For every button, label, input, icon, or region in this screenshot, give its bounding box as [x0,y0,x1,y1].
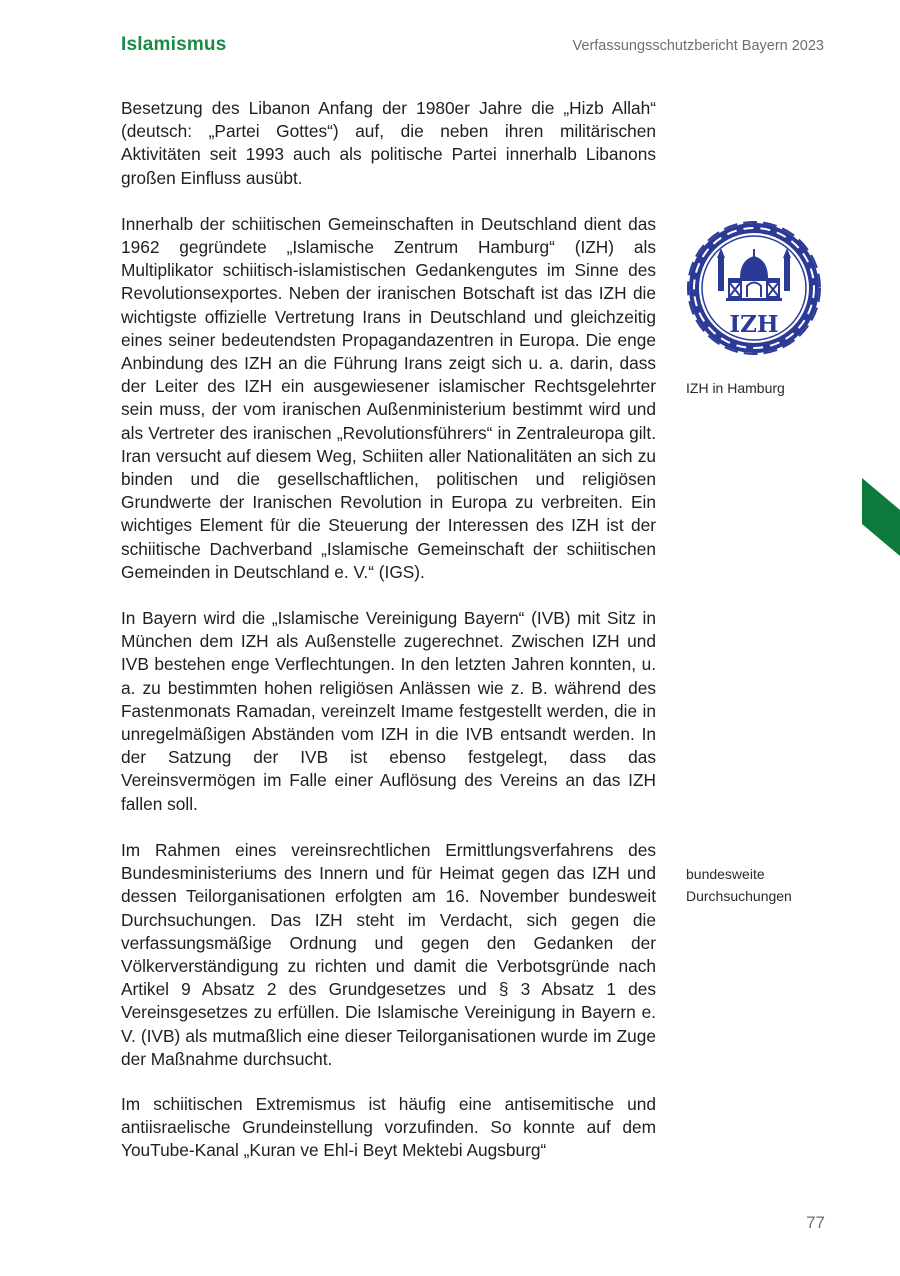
body-text [121,97,656,1163]
logo-caption: IZH in Hamburg [686,380,785,396]
paragraph: Im schiitischen Extremismus ist häufig eine antisemitische und antiisraelische Grundeinstellung vorzufinden. So konnte auf dem YouTube-Kanal „Kuran ve Ehl-i Beyt Mektebi Augsburg“ [121,1093,656,1161]
section-title: Islamismus [121,34,227,55]
paragraph: Innerhalb der schiitischen Gemeinschaften in Deutschland dient das 1962 gegründete „Islamische Zentrum Hamburg“ (IZH) als Multiplikator schiitisch-islamistischen Gedankengutes im Sinne des Revolutionsexportes. Neben der iranischen Botschaft ist das IZH die wichtigste offizielle Vertretung Irans in Deutschland und gleichzeitig eines seiner bedeutendsten Propagandazentren in Europa. Die enge Anbindung des IZH an die Führung Irans zeigt sich u. a. darin, dass der Leiter des IZH ein ausgewiesener islamischer Rechtsgelehrter sein muss, der vom iranischen Außenministerium bestimmt wird und als Vertreter des iranischen „Revolutionsführers“ in Zentraleuropa gilt. Iran versucht auf diesem Weg, Schiiten aller Nationalitäten an sich zu binden und die gesellschaftlichen, politischen und religiösen Grundwerte der Iranischen Revolution in Europa zu verbreiten. Ein wichtiges Element für die Steuerung der Interessen des IZH ist der schiitische Dachverband „Islamische Gemeinschaft der schiitischen Gemeinden in Deutschland e. V.“ (IGS). [121,213,656,582]
logo-lettering: IZH [729,311,779,338]
page-number: 77 [806,1213,825,1232]
paragraph: Besetzung des Libanon Anfang der 1980er Jahre die „Hizb Allah“ (deutsch: „Partei Gottes“) auf, die neben ihren militärischen Aktivitäten seit 1993 auch als politische Partei innerhalb Libanons großen Einfluss ausübt. [121,98,656,188]
chapter-tab-marker [862,478,900,556]
paragraph: In Bayern wird die „Islamische Vereinigung Bayern“ (IVB) mit Sitz in München dem IZH als Außenstelle zugerechnet. Zwischen IZH und IVB bestehen enge Verflechtungen. In den letzten Jahren konnten, u. a. zu bestimmten hohen religiösen Anlässen wie z. B. während des Fastenmonats Ramadan, vereinzelt Imame festgestellt werden, die in unregelmäßigen Abständen vom IZH in die IVB entsandt werden. In der Satzung der IVB ist ebenso festgelegt, dass das Vereinsvermögen im Falle einer Auflösung des Vereins an das IZH fallen soll. [121,608,656,814]
margin-note: bundesweite Durchsuchungen [686,866,792,904]
izh-logo [684,218,824,358]
publication-title: Verfassungsschutzbericht Bayern 2023 [572,38,824,54]
paragraph: Im Rahmen eines vereinsrechtlichen Ermittlungsverfahrens des Bundesministeriums des Innern und für Heimat gegen das IZH und dessen Teilorganisationen erfolgten am 16. November bundesweit Durchsuchungen. Das IZH steht im Verdacht, sich gegen die verfassungsmäßige Ordnung und gegen den Gedanken der Völkerverständigung zu richten und damit die Verbotsgründe nach Artikel 9 Absatz 2 des Grundgesetzes und § 3 Absatz 1 des Vereinsgesetzes zu erfüllen. Die Islamische Vereinigung in Bayern e. V. (IVB) als mutmaßlich eine dieser Teilorganisationen wurde im Zuge der Maßnahme durchsucht. [121,839,656,1069]
